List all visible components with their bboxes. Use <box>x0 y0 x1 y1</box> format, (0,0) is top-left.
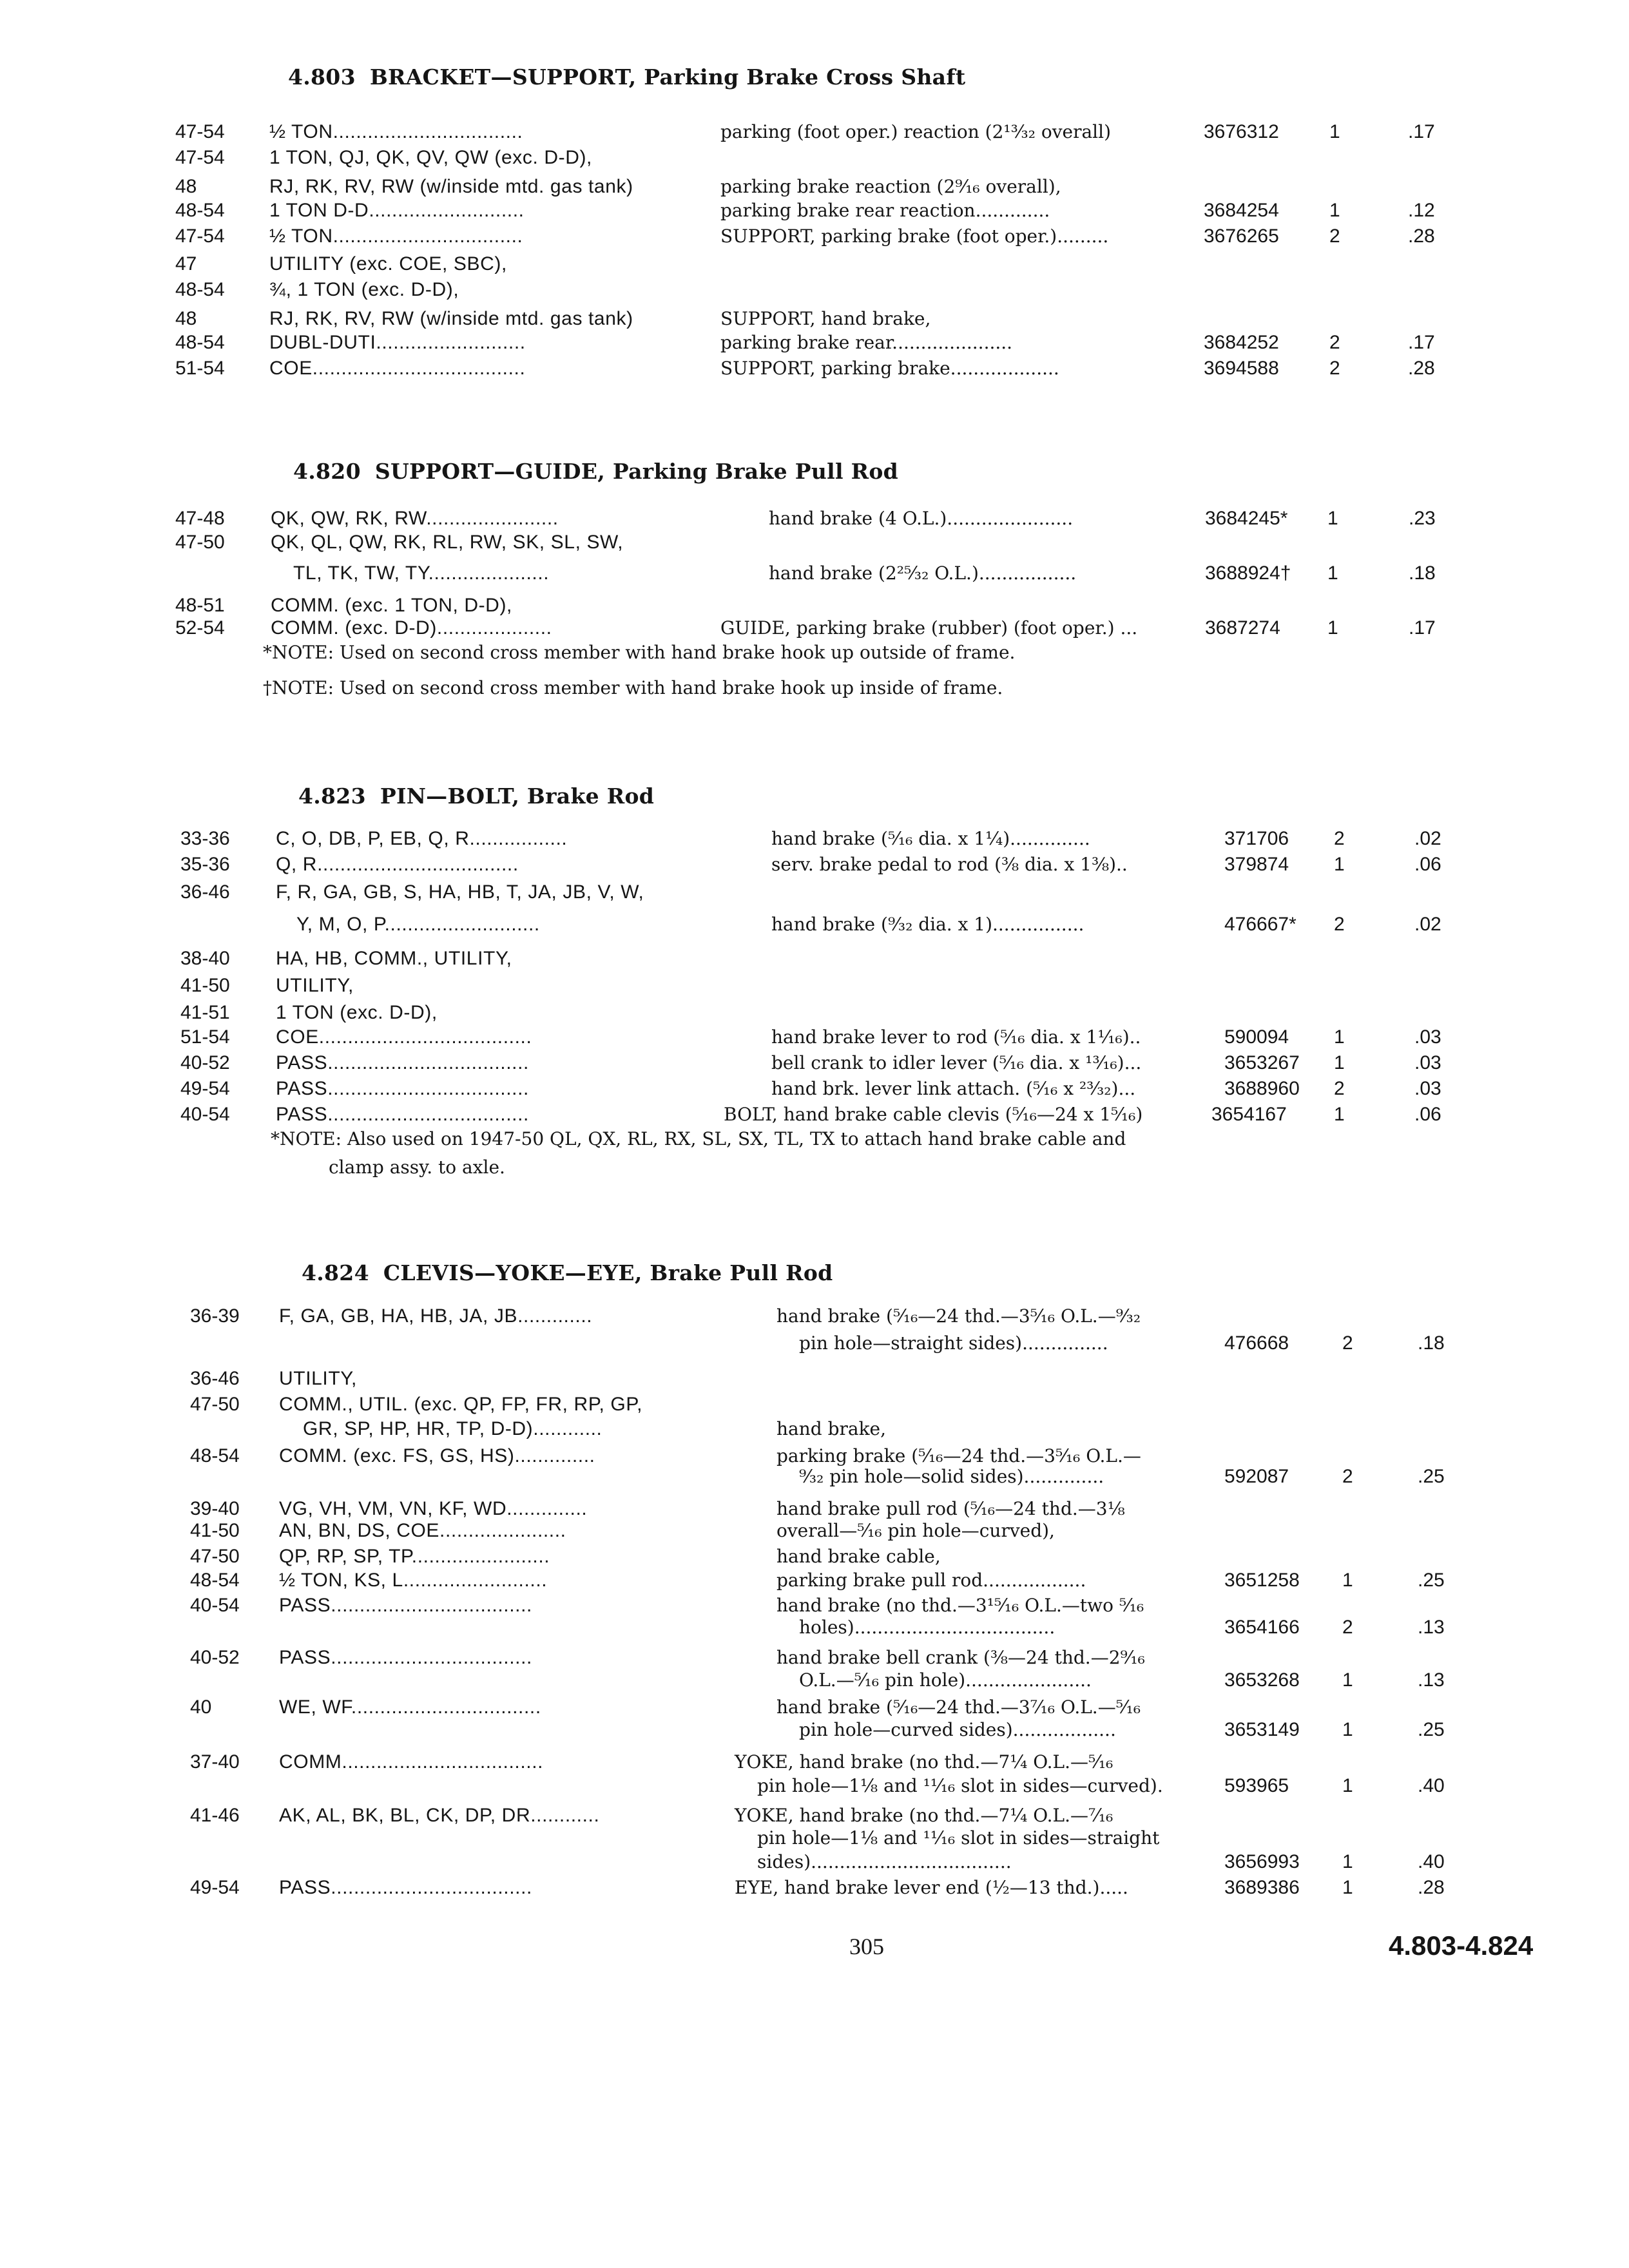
part-number: 3676265 <box>1204 226 1279 247</box>
model-applicability: 1 TON, QJ, QK, QV, QW (exc. D-D), <box>269 147 592 168</box>
model-applicability: UTILITY, <box>279 1368 357 1389</box>
section-heading <box>288 64 965 90</box>
table-row <box>0 1645 1629 1671</box>
table-row <box>0 1303 1629 1329</box>
price: .02 <box>1414 914 1441 935</box>
table-row <box>0 119 1629 145</box>
price: .12 <box>1408 200 1435 221</box>
table-row <box>0 1331 1629 1356</box>
part-description: serv. brake pedal to rod (⅜ dia. x 1⅜).. <box>771 854 1128 875</box>
model-applicability: RJ, RK, RV, RW (w/inside mtd. gas tank) <box>269 308 633 329</box>
part-number: 593965 <box>1224 1775 1289 1796</box>
price: .03 <box>1414 1078 1441 1099</box>
part-description: parking brake rear..................... <box>720 332 1013 353</box>
year-range: 47-54 <box>175 121 225 142</box>
table-row <box>0 912 1629 937</box>
part-number: 3688924† <box>1205 562 1291 584</box>
page-number: 305 <box>849 1934 884 1959</box>
part-description: parking brake pull rod.................. <box>776 1570 1086 1591</box>
year-range: 41-50 <box>190 1520 240 1541</box>
part-description: pin hole—curved sides).................. <box>799 1719 1116 1740</box>
model-applicability: C, O, DB, P, EB, Q, R................. <box>276 828 568 849</box>
price: .17 <box>1409 617 1436 639</box>
section-title: BRACKET—SUPPORT, Parking Brake Cross Shaft <box>369 64 966 90</box>
part-description: hand brake, <box>776 1418 887 1439</box>
price: .13 <box>1418 1669 1445 1691</box>
table-row <box>0 356 1629 381</box>
year-range: 48-54 <box>175 332 225 353</box>
price: .28 <box>1408 226 1435 247</box>
table-row <box>0 1695 1629 1720</box>
table-row <box>0 593 1629 619</box>
model-applicability: COMM., UTIL. (exc. QP, FP, FR, RP, GP, <box>279 1394 643 1415</box>
part-number: 3684254 <box>1204 200 1279 221</box>
table-row <box>0 251 1629 277</box>
part-number: 379874 <box>1224 854 1289 875</box>
model-applicability: COMM................................... <box>279 1751 544 1773</box>
table-row <box>0 1544 1629 1570</box>
year-range: 48 <box>175 176 197 197</box>
table-row <box>0 145 1629 171</box>
table-row <box>0 1076 1629 1102</box>
price: .25 <box>1418 1719 1445 1740</box>
price: .17 <box>1408 121 1435 142</box>
table-row <box>0 330 1629 356</box>
part-number: 476668 <box>1224 1332 1289 1354</box>
year-range: 52-54 <box>175 617 225 639</box>
price: .18 <box>1409 562 1436 584</box>
year-range: 47-54 <box>175 147 225 168</box>
table-row <box>0 879 1629 905</box>
table-row <box>0 277 1629 303</box>
price: .03 <box>1414 1052 1441 1073</box>
part-number: 3684252 <box>1204 332 1279 353</box>
table-row <box>0 615 1629 641</box>
price: .13 <box>1418 1617 1445 1638</box>
table-row <box>0 1803 1629 1829</box>
table-row <box>0 224 1629 249</box>
part-number: 3653267 <box>1224 1052 1300 1073</box>
year-range: 47-50 <box>175 532 225 553</box>
model-applicability: AN, BN, DS, COE...................... <box>279 1520 566 1541</box>
model-applicability: PASS................................... <box>276 1104 529 1125</box>
table-row <box>0 1050 1629 1076</box>
quantity: 1 <box>1342 1851 1353 1872</box>
quantity: 1 <box>1342 1877 1353 1898</box>
part-description: ⁹⁄₃₂ pin hole—solid sides).............. <box>799 1466 1104 1487</box>
price: .06 <box>1414 854 1441 875</box>
year-range: 36-39 <box>190 1305 240 1327</box>
price: .03 <box>1414 1026 1441 1048</box>
table-row <box>0 1366 1629 1392</box>
part-description: hand brake (⁹⁄₃₂ dia. x 1)................ <box>771 914 1084 935</box>
year-range: 41-51 <box>180 1002 230 1023</box>
table-row <box>0 1000 1629 1026</box>
part-description: hand brake (⁵⁄₁₆—24 thd.—3⁵⁄₁₆ O.L.—⁹⁄₃₂ <box>776 1305 1141 1327</box>
year-range: 49-54 <box>180 1078 230 1099</box>
table-row <box>0 1024 1629 1050</box>
part-number: 3689386 <box>1224 1877 1300 1898</box>
year-range: 47-50 <box>190 1394 240 1415</box>
year-range: 48-54 <box>175 279 225 300</box>
part-description: parking brake (⁵⁄₁₆—24 thd.—3⁵⁄₁₆ O.L.— <box>776 1445 1141 1466</box>
part-number: 592087 <box>1224 1466 1289 1487</box>
year-range: 35-36 <box>180 854 230 875</box>
section-title: SUPPORT—GUIDE, Parking Brake Pull Rod <box>374 459 899 484</box>
quantity: 2 <box>1342 1617 1353 1638</box>
quantity: 1 <box>1334 1026 1345 1048</box>
part-number: 3654166 <box>1224 1617 1300 1638</box>
year-range: 41-46 <box>190 1805 240 1826</box>
model-applicability: AK, AL, BK, BL, CK, DP, DR............ <box>279 1805 600 1826</box>
table-row <box>0 1717 1629 1743</box>
table-row <box>0 530 1629 555</box>
year-range: 37-40 <box>190 1751 240 1773</box>
model-applicability: PASS................................... <box>279 1647 532 1668</box>
quantity: 2 <box>1334 914 1345 935</box>
quantity: 2 <box>1334 828 1345 849</box>
year-range: 39-40 <box>190 1498 240 1519</box>
table-row <box>0 1392 1629 1418</box>
part-description: hand brake cable, <box>776 1546 941 1567</box>
quantity: 1 <box>1342 1719 1353 1740</box>
model-applicability: UTILITY (exc. COE, SBC), <box>269 253 507 274</box>
model-applicability: QK, QW, RK, RW....................... <box>271 508 559 529</box>
year-range: 47-50 <box>190 1546 240 1567</box>
model-applicability: TL, TK, TW, TY..................... <box>293 562 550 584</box>
year-range: 47-54 <box>175 226 225 247</box>
year-range: 41-50 <box>180 975 230 996</box>
quantity: 1 <box>1342 1669 1353 1691</box>
table-row <box>0 198 1629 224</box>
part-number: 476667* <box>1224 914 1296 935</box>
section-heading <box>302 1260 833 1285</box>
model-applicability: DUBL-DUTI.......................... <box>269 332 526 353</box>
model-applicability: PASS................................... <box>279 1595 532 1616</box>
table-row <box>0 1875 1629 1901</box>
table-row <box>0 1568 1629 1593</box>
year-range: 48-54 <box>190 1570 240 1591</box>
part-description: parking brake reaction (2⁹⁄₁₆ overall), <box>720 176 1061 197</box>
model-applicability: HA, HB, COMM., UTILITY, <box>276 948 512 969</box>
quantity: 1 <box>1334 854 1345 875</box>
quantity: 1 <box>1334 1104 1345 1125</box>
part-description: parking (foot oper.) reaction (2¹³⁄₃₂ overall) <box>720 121 1112 142</box>
part-description: hand brake bell crank (⅜—24 thd.—2⁹⁄₁₆ <box>776 1647 1145 1668</box>
table-row <box>0 561 1629 586</box>
price: .23 <box>1409 508 1436 529</box>
part-number: 3654167 <box>1211 1104 1287 1125</box>
model-applicability: GR, SP, HP, HR, TP, D-D)............ <box>303 1418 602 1439</box>
model-applicability: PASS................................... <box>279 1877 532 1898</box>
model-applicability: QK, QL, QW, RK, RL, RW, SK, SL, SW, <box>271 532 624 553</box>
model-applicability: VG, VH, VM, VN, KF, WD.............. <box>279 1498 588 1519</box>
part-number: 3653268 <box>1224 1669 1300 1691</box>
part-description: bell crank to idler lever (⁵⁄₁₆ dia. x ¹³⁄₁₆)... <box>771 1052 1142 1073</box>
quantity: 2 <box>1329 226 1340 247</box>
model-applicability: COE..................................... <box>276 1026 532 1048</box>
part-description: YOKE, hand brake (no thd.—7¼ O.L.—⁵⁄₁₆ <box>735 1751 1113 1773</box>
footnote: *NOTE: Used on second cross member with hand brake hook up outside of frame. <box>263 642 1016 663</box>
table-row <box>0 174 1629 200</box>
model-applicability: Q, R................................... <box>276 854 519 875</box>
year-range: 38-40 <box>180 948 230 969</box>
quantity: 2 <box>1329 358 1340 379</box>
year-range: 48-54 <box>175 200 225 221</box>
price: .25 <box>1418 1466 1445 1487</box>
part-number: 3684245* <box>1205 508 1288 529</box>
part-number: 371706 <box>1224 828 1289 849</box>
part-description: hand brake (⁵⁄₁₆—24 thd.—3⁷⁄₁₆ O.L.—⁵⁄₁₆ <box>776 1696 1141 1718</box>
year-range: 48-54 <box>190 1445 240 1466</box>
part-description: hand brake pull rod (⁵⁄₁₆—24 thd.—3⅛ <box>776 1498 1125 1519</box>
price: .25 <box>1418 1570 1445 1591</box>
table-row <box>0 306 1629 332</box>
part-description: GUIDE, parking brake (rubber) (foot oper.) ... <box>720 617 1138 639</box>
model-applicability: COE..................................... <box>269 358 526 379</box>
year-range: 36-46 <box>190 1368 240 1389</box>
part-number: 3688960 <box>1224 1078 1300 1099</box>
quantity: 2 <box>1329 332 1340 353</box>
model-applicability: 1 TON D-D........................... <box>269 200 525 221</box>
quantity: 1 <box>1342 1570 1353 1591</box>
table-row <box>0 1416 1629 1442</box>
price: .18 <box>1418 1332 1445 1354</box>
model-applicability: UTILITY, <box>276 975 354 996</box>
quantity: 1 <box>1329 121 1340 142</box>
section-number: 4.820 <box>293 459 361 484</box>
model-applicability: COMM. (exc. FS, GS, HS).............. <box>279 1445 595 1466</box>
part-description: SUPPORT, parking brake................... <box>720 358 1059 379</box>
model-applicability: RJ, RK, RV, RW (w/inside mtd. gas tank) <box>269 176 633 197</box>
part-description: hand brake (4 O.L.)...................... <box>769 508 1074 529</box>
model-applicability: PASS................................... <box>276 1078 529 1099</box>
part-description: pin hole—1⅛ and ¹¹⁄₁₆ slot in sides—straight <box>757 1827 1160 1849</box>
model-applicability: F, R, GA, GB, S, HA, HB, T, JA, JB, V, W, <box>276 881 644 903</box>
quantity: 1 <box>1327 562 1338 584</box>
part-description: YOKE, hand brake (no thd.—7¼ O.L.—⁷⁄₁₆ <box>735 1805 1113 1826</box>
year-range: 51-54 <box>180 1026 230 1048</box>
part-description: hand brake (no thd.—3¹⁵⁄₁₆ O.L.—two ⁵⁄₁₆ <box>776 1595 1144 1616</box>
table-row <box>0 1749 1629 1775</box>
model-applicability: PASS................................... <box>276 1052 529 1073</box>
quantity: 1 <box>1334 1052 1345 1073</box>
part-description: O.L.—⁵⁄₁₆ pin hole)...................... <box>799 1669 1092 1691</box>
section-title: CLEVIS—YOKE—EYE, Brake Pull Rod <box>383 1260 833 1285</box>
part-number: 3653149 <box>1224 1719 1300 1740</box>
table-row <box>0 973 1629 999</box>
price: .02 <box>1414 828 1441 849</box>
part-description: BOLT, hand brake cable clevis (⁵⁄₁₆—24 x 1⁵⁄₁₆) <box>724 1104 1143 1125</box>
model-applicability: COMM. (exc. 1 TON, D-D), <box>271 595 512 616</box>
model-applicability: ¾, 1 TON (exc. D-D), <box>269 279 459 300</box>
part-description: SUPPORT, parking brake (foot oper.)......... <box>720 226 1109 247</box>
year-range: 40-52 <box>190 1647 240 1668</box>
model-applicability: QP, RP, SP, TP........................ <box>279 1546 550 1567</box>
year-range: 51-54 <box>175 358 225 379</box>
part-description: hand brake (⁵⁄₁₆ dia. x 1¼).............. <box>771 828 1090 849</box>
price: .17 <box>1408 332 1435 353</box>
section-number: 4.824 <box>302 1260 369 1285</box>
year-range: 36-46 <box>180 881 230 903</box>
table-row <box>0 1102 1629 1128</box>
model-applicability: WE, WF................................. <box>279 1696 541 1718</box>
model-applicability: ½ TON, KS, L......................... <box>279 1570 548 1591</box>
page-range: 4.803-4.824 <box>1389 1930 1534 1961</box>
part-number: 3676312 <box>1204 121 1279 142</box>
year-range: 47 <box>175 253 197 274</box>
section-heading <box>293 459 898 484</box>
model-applicability: COMM. (exc. D-D).................... <box>271 617 552 639</box>
price: .06 <box>1414 1104 1441 1125</box>
table-row <box>0 1667 1629 1693</box>
model-applicability: Y, M, O, P........................... <box>296 914 540 935</box>
part-description: hand brake (2²⁵⁄₃₂ O.L.)................. <box>769 562 1077 584</box>
table-row <box>0 946 1629 972</box>
quantity: 2 <box>1342 1332 1353 1354</box>
table-row <box>0 1773 1629 1799</box>
year-range: 33-36 <box>180 828 230 849</box>
year-range: 48 <box>175 308 197 329</box>
part-description: overall—⁵⁄₁₆ pin hole—curved), <box>776 1520 1055 1541</box>
section-number: 4.803 <box>288 64 356 90</box>
part-description: hand brake lever to rod (⁵⁄₁₆ dia. x 1¹⁄₁₆).. <box>771 1026 1141 1048</box>
section-title: PIN—BOLT, Brake Rod <box>380 783 655 809</box>
model-applicability: F, GA, GB, HA, HB, JA, JB............. <box>279 1305 593 1327</box>
table-row <box>0 1464 1629 1490</box>
part-description: sides)................................... <box>757 1851 1012 1872</box>
footnote: †NOTE: Used on second cross member with hand brake hook up inside of frame. <box>263 677 1003 698</box>
part-description: SUPPORT, hand brake, <box>720 308 931 329</box>
model-applicability: ½ TON................................. <box>269 121 523 142</box>
section-heading <box>298 783 654 809</box>
year-range: 49-54 <box>190 1877 240 1898</box>
price: .40 <box>1418 1775 1445 1796</box>
year-range: 40-52 <box>180 1052 230 1073</box>
part-number: 3687274 <box>1205 617 1280 639</box>
part-number: 590094 <box>1224 1026 1289 1048</box>
part-description: pin hole—1⅛ and ¹¹⁄₁₆ slot in sides—curved). <box>757 1775 1163 1796</box>
part-number: 3651258 <box>1224 1570 1300 1591</box>
quantity: 1 <box>1342 1775 1353 1796</box>
price: .28 <box>1408 358 1435 379</box>
part-number: 3656993 <box>1224 1851 1300 1872</box>
part-description: hand brk. lever link attach. (⁵⁄₁₆ x ²³⁄₃₂)... <box>771 1078 1136 1099</box>
part-description: holes)................................... <box>799 1617 1055 1638</box>
part-description: EYE, hand brake lever end (½—13 thd.)..... <box>735 1877 1128 1898</box>
table-row <box>0 1615 1629 1640</box>
quantity: 2 <box>1334 1078 1345 1099</box>
part-description: pin hole—straight sides)............... <box>799 1332 1108 1354</box>
year-range: 40 <box>190 1696 212 1718</box>
model-applicability: ½ TON................................. <box>269 226 523 247</box>
footnote: *NOTE: Also used on 1947-50 QL, QX, RL, RX, SL, SX, TL, TX to attach hand brake cable and <box>271 1128 1126 1149</box>
part-description: parking brake rear reaction............. <box>720 200 1050 221</box>
year-range: 40-54 <box>180 1104 230 1125</box>
table-row <box>0 506 1629 532</box>
table-row <box>0 826 1629 852</box>
price: .40 <box>1418 1851 1445 1872</box>
table-row <box>0 1825 1629 1851</box>
table-row <box>0 1849 1629 1875</box>
year-range: 47-48 <box>175 508 225 529</box>
section-number: 4.823 <box>298 783 366 809</box>
footnote: clamp assy. to axle. <box>329 1157 505 1178</box>
table-row <box>0 852 1629 878</box>
quantity: 1 <box>1327 617 1338 639</box>
quantity: 1 <box>1329 200 1340 221</box>
price: .28 <box>1418 1877 1445 1898</box>
quantity: 2 <box>1342 1466 1353 1487</box>
quantity: 1 <box>1327 508 1338 529</box>
model-applicability: 1 TON (exc. D-D), <box>276 1002 438 1023</box>
part-number: 3694588 <box>1204 358 1279 379</box>
year-range: 40-54 <box>190 1595 240 1616</box>
year-range: 48-51 <box>175 595 225 616</box>
table-row <box>0 1518 1629 1544</box>
